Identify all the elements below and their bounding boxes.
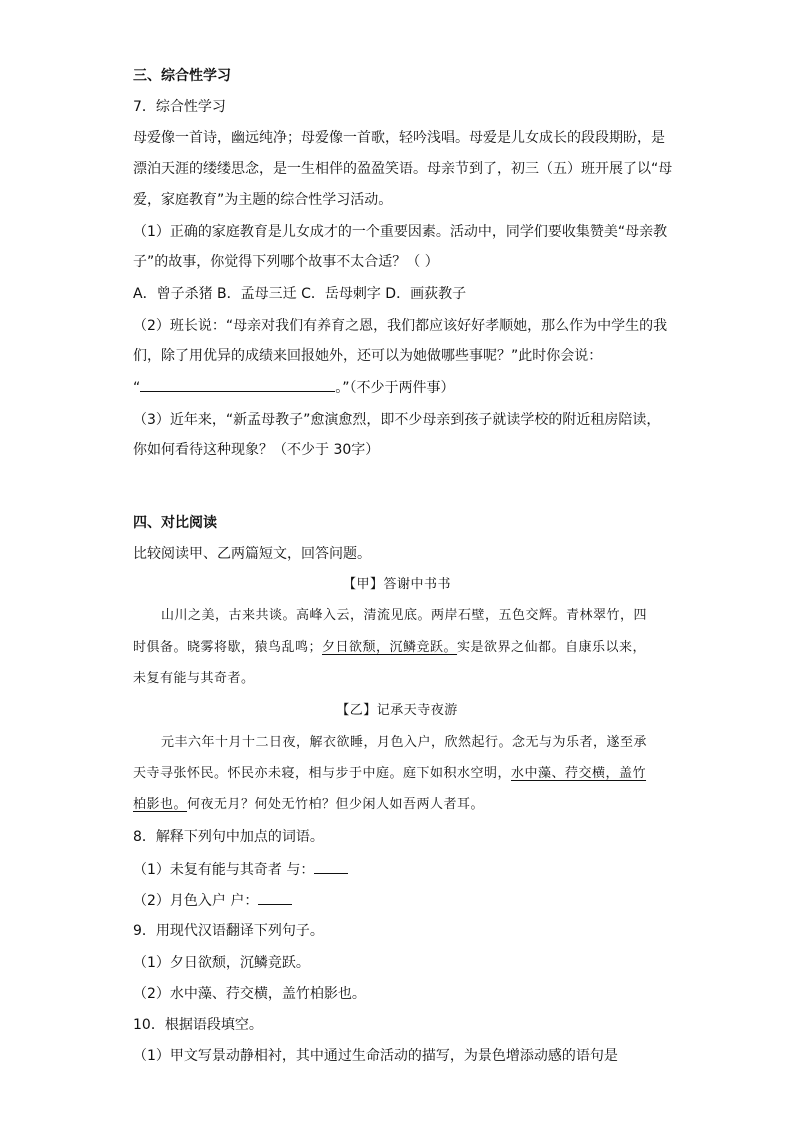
intro-line-3: 爱，家庭教育”为主题的综合性学习活动。 xyxy=(133,192,393,208)
question-8-title: 8．解释下列句中加点的词语。 xyxy=(133,829,324,845)
passage-yi-line-1: 元丰六年十月十二日夜，解衣欲睡，月色入户，欣然起行。念无与为乐者，遂至承 xyxy=(161,735,648,750)
passage-yi-title: 【乙】记承天寺夜游 xyxy=(336,703,458,718)
question-7-title: 7．综合性学习 xyxy=(133,99,226,115)
jia-underlined-sentence: 夕日欲颓，沉鳞竞跃。 xyxy=(322,640,458,655)
q7-part2-line-1: （2）班长说：“母亲对我们有养育之恩，我们都应该好好孝顺她，那么作为中学生的我 xyxy=(133,318,668,334)
yi-underlined-sentence-end: 柏影也。 xyxy=(133,797,188,812)
q8-item-2-text: （2）月色入户 户： xyxy=(133,893,259,909)
q7-part2-line-2: 们，除了用优异的成绩来回报她外，还可以为她做哪些事呢？”此时你会说： xyxy=(133,348,603,364)
q8-item-1 xyxy=(133,859,348,880)
q10-item-1: （1）甲文写景动静相衬，其中通过生命活动的描写，为景色增添动感的语句是 xyxy=(133,1048,618,1064)
q8-item-1-text: （1）未复有能与其奇者 与： xyxy=(133,862,315,878)
question-9-title: 9．用现代汉语翻译下列句子。 xyxy=(133,923,324,939)
section-4-instruction: 比较阅读甲、乙两篇短文，回答问题。 xyxy=(133,546,371,562)
q9-item-1: （1）夕日欲颓，沉鳞竞跃。 xyxy=(133,955,310,971)
yi-line-2-start: 天寺寻张怀民。怀民亦未寝，相与步于中庭。庭下如积水空明， xyxy=(133,766,512,781)
passage-jia-line-1: 山川之美，古来共谈。高峰入云，清流见底。两岸石壁，五色交辉。青林翠竹，四 xyxy=(161,608,648,623)
passage-jia-line-3: 未复有能与其奇者。 xyxy=(133,671,255,686)
q9-item-2: （2）水中藻、荇交横，盖竹柏影也。 xyxy=(133,986,366,1002)
q7-part2-answer-line xyxy=(133,377,455,398)
section-3-heading: 三、综合性学习 xyxy=(133,68,231,84)
q7-part1-line-2: 子”的故事，你觉得下列哪个故事不太合适？（ ） xyxy=(133,254,439,270)
answer-blank[interactable] xyxy=(140,377,335,392)
passage-yi-line-2 xyxy=(133,764,646,784)
intro-line-2: 漂泊天涯的缕缕思念，是一生相伴的盈盈笑语。母亲节到了，初三（五）班开展了以“母 xyxy=(133,161,673,177)
yi-underlined-sentence-start: 水中藻、荇交横，盖竹 xyxy=(511,766,647,781)
passage-jia-title: 【甲】答谢中书书 xyxy=(342,577,451,592)
jia-line-2-start: 时俱备。晓雾将歇，猿鸟乱鸣； xyxy=(133,640,323,655)
jia-line-2-tail: 实是欲界之仙都。自康乐以来， xyxy=(457,640,647,655)
q7-options: A．曾子杀猪 B．孟母三迁 C．岳母刺字 D．画荻教子 xyxy=(133,286,467,302)
q7-part1-line-1: （1）正确的家庭教育是儿女成才的一个重要因素。活动中，同学们要收集赞美“母亲教 xyxy=(133,224,668,240)
q7-part3-line-1: （3）近年来，“新孟母教子”愈演愈烈，即不少母亲到孩子就读学校的附近租房陪读， xyxy=(133,412,661,428)
q8-item-2 xyxy=(133,890,292,911)
section-4-heading: 四、对比阅读 xyxy=(133,515,217,531)
open-quote: “ xyxy=(133,380,141,396)
answer-tail: 。”（不少于两件事） xyxy=(335,380,455,396)
question-10-title: 10．根据语段填空。 xyxy=(133,1017,263,1033)
passage-jia-line-2 xyxy=(133,638,646,658)
q8-item-1-blank[interactable] xyxy=(314,859,348,874)
yi-line-3-tail: 何夜无月？何处无竹柏？但少闲人如吾两人者耳。 xyxy=(187,797,485,812)
q7-part3-line-2: 你如何看待这种现象？（不少于 30字） xyxy=(133,442,380,458)
q8-item-2-blank[interactable] xyxy=(258,890,292,905)
passage-yi-line-3 xyxy=(133,795,484,815)
intro-line-1: 母爱像一首诗，幽远纯净；母爱像一首歌，轻吟浅唱。母爱是儿女成长的段段期盼，是 xyxy=(133,130,665,146)
